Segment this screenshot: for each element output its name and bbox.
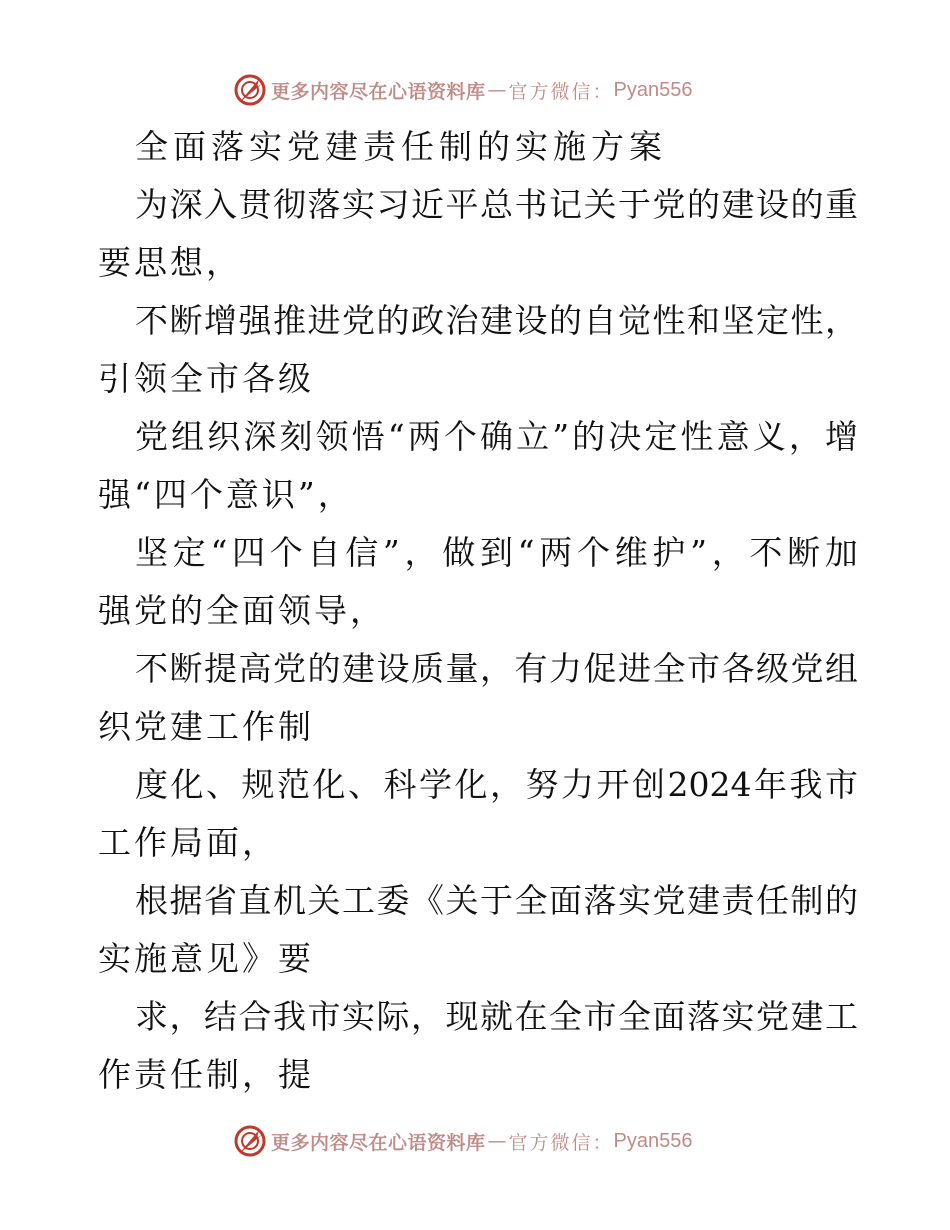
text-line: 度 化 、 规 范 化 、 科 学 化 ， 努 力 开 创 2024 年 我 市 [135,765,858,804]
text-line: 根 据 省 直 机 关 工 委 《 关 于 全 面 落 实 党 建 责 任 制 的 [135,881,858,920]
text-line: 坚 定 “ 四 个 自 信 ” ， 做 到 “ 两 个 维 护 ” ， 不 断 加 [135,533,858,572]
quill-logo-icon [233,73,267,107]
footer-banner[interactable] [233,1123,693,1159]
banner-text: 更多内容尽在心语资料库 [271,80,486,103]
text-line: 强“四个意识”， [98,475,354,514]
banner-wechat-id: Pyan556 [613,1129,693,1152]
header-banner[interactable] [233,72,693,108]
text-line: 引领全市各级 [98,359,314,398]
text-line: 织党建工作制 [98,707,314,746]
text-line: 求 ， 结 合 我 市 实 际 ， 现 就 在 全 市 全 面 落 实 党 建 工 [135,997,858,1036]
document-body [98,118,858,1104]
text-line: 党 组 织 深 刻 领 悟 “ 两 个 确 立 ” 的 决 定 性 意 义 ， 增 [135,417,858,456]
text-line: 作责任制，提 [98,1055,314,1094]
document-title: 全面落实党建责任制的实施方案 [135,127,667,166]
text-line: 要思想， [98,243,242,282]
text-line: 不 断 提 高 党 的 建 设 质 量 ， 有 力 促 进 全 市 各 级 党 组 [135,649,858,688]
banner-separator: — [487,79,507,101]
banner-wechat-id: Pyan556 [613,78,693,101]
banner-official-label: 官方微信： [508,80,614,103]
text-line: 强党的全面领导， [98,591,386,630]
banner-official-label: 官方微信： [508,1131,614,1154]
text-line: 为 深 入 贯 彻 落 实 习 近 平 总 书 记 关 于 党 的 建 设 的 重 [135,185,858,224]
banner-separator: — [487,1130,507,1152]
text-line: 工作局面， [98,823,278,862]
quill-logo-icon [233,1124,267,1158]
text-line: 不 断 增 强 推 进 党 的 政 治 建 设 的 自 觉 性 和 坚 定 性 ， [135,301,858,340]
text-line: 实施意见》要 [98,939,314,978]
banner-text: 更多内容尽在心语资料库 [271,1131,486,1154]
